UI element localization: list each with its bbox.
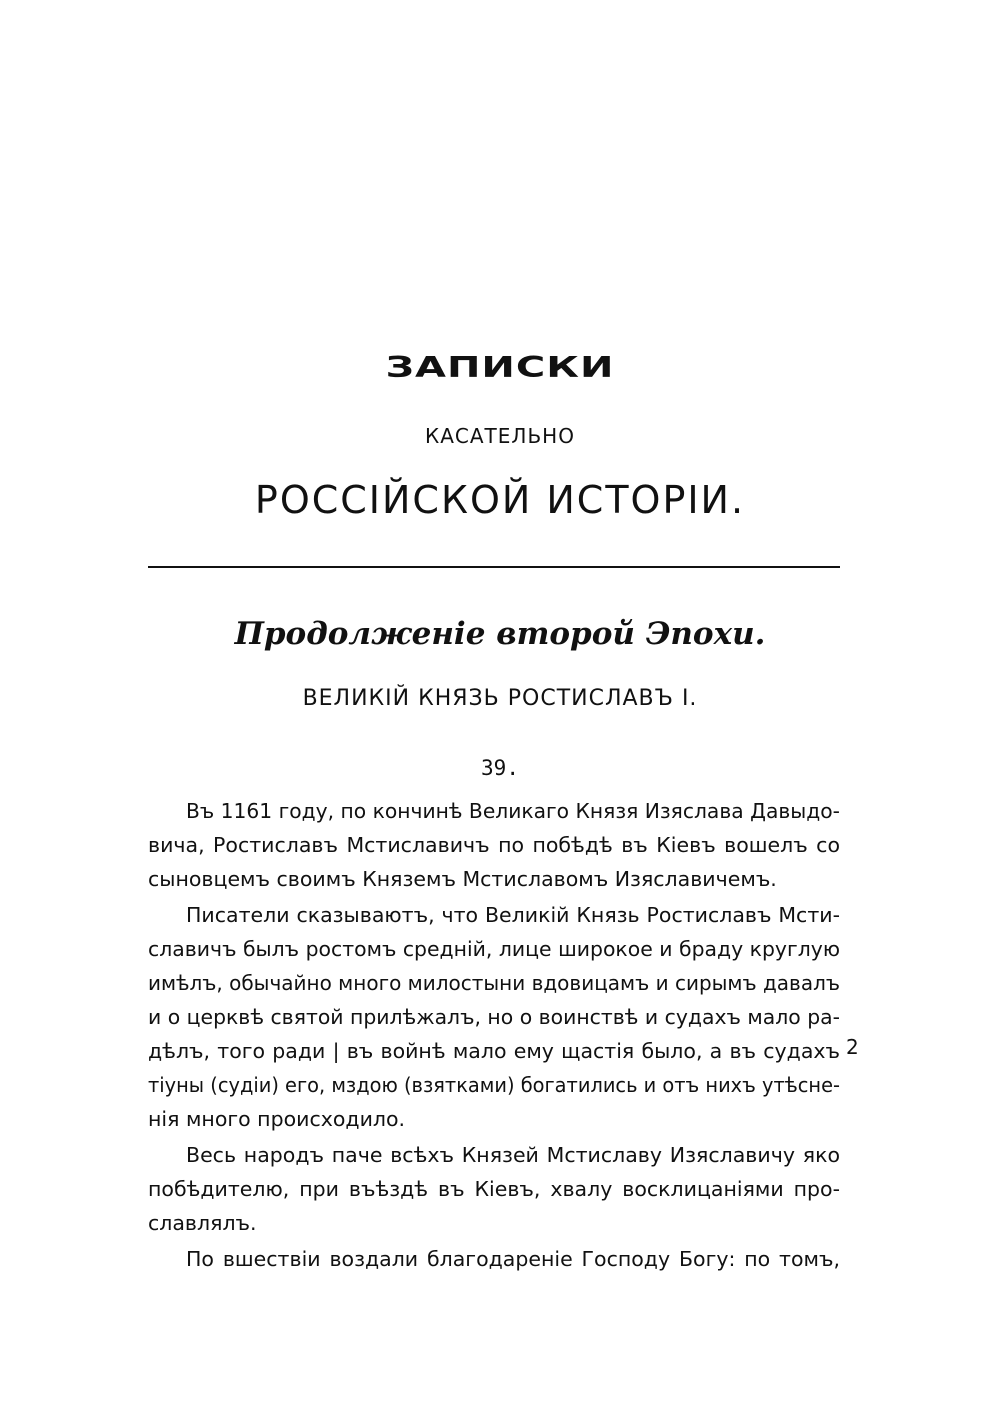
text-line: Въ 1161 году, по кончинѣ Великаго Князя Изяслава Давыдо- (186, 799, 840, 823)
main-title: ЗАПИСКИ (385, 352, 615, 385)
paragraph-number: 39. (481, 756, 519, 780)
big-title: РОССІЙСКОЙ ИСТОРІИ. (254, 478, 746, 522)
text-line: Весь народъ паче всѣхъ Князей Мстиславу Изяславичу яко (186, 1143, 840, 1167)
section-title: Продолженіе второй Эпохи. (234, 616, 766, 652)
chapter-title: ВЕЛИКІЙ КНЯЗЬ РОСТИСЛАВЪ І. (302, 686, 698, 711)
text-line: сыновцемъ своимъ Княземъ Мстиславомъ Изяславичемъ. (148, 867, 777, 891)
text-line: вича, Ростиславъ Мстиславичъ по побѣдѣ въ Кіевъ вошелъ со (148, 833, 840, 857)
text-line: и о церквѣ святой прилѣжалъ, но о воинствѣ и судахъ мало ра- (148, 1005, 840, 1029)
text-line: дѣлъ, того ради | въ войнѣ мало ему щастія было, а въ судахъ (148, 1039, 840, 1063)
text-line: славичъ былъ ростомъ средній, лице широкое и браду круглую (148, 937, 840, 961)
margin-page-number: 2 (846, 1035, 859, 1059)
text-line: побѣдителю, при въѣздѣ въ Кіевъ, хвалу восклицаніями про- (148, 1177, 840, 1201)
text-line: Писатели сказываютъ, что Великій Князь Ростиславъ Мсти- (186, 903, 840, 927)
text-line: нія много происходило. (148, 1107, 406, 1131)
subtitle: КАСАТЕЛЬНО (425, 424, 575, 448)
horizontal-rule (148, 566, 840, 568)
text-line: тіуны (судіи) его, мздою (взятками) богатились и отъ нихъ утѣсне- (148, 1073, 840, 1097)
text-line: славлялъ. (148, 1211, 257, 1235)
text-line: имѣлъ, обычайно много милостыни вдовицамъ и сирымъ давалъ (148, 971, 840, 995)
text-line: По вшествіи воздали благодареніе Господу Богу: по томъ, (186, 1247, 840, 1271)
